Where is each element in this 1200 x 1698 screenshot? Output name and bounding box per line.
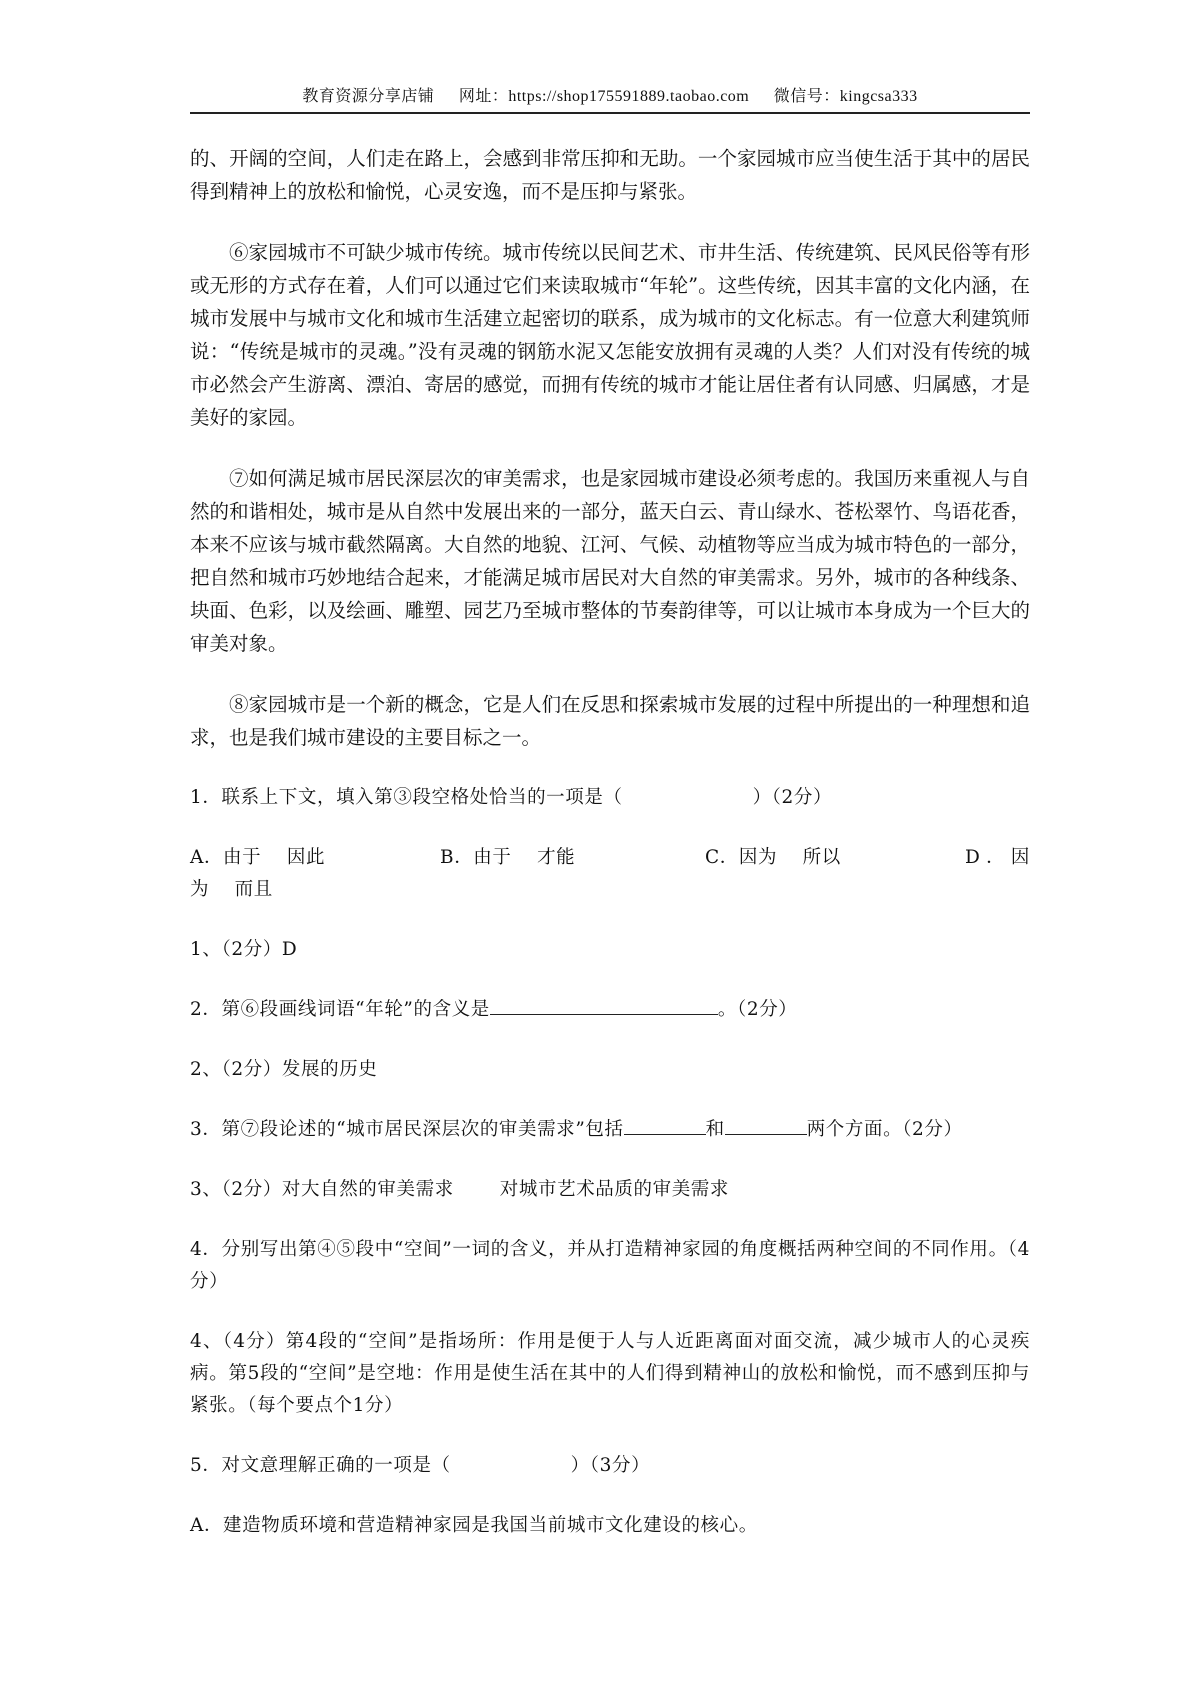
question-5-option-a: A．建造物质环境和营造精神家园是我国当前城市文化建设的核心。 <box>190 1515 758 1536</box>
answer-1: 1、（2分）D <box>190 939 298 960</box>
paragraph-8: ⑧家园城市是一个新的概念，它是人们在反思和探索城市发展的过程中所提出的一种理想和追求，也是我们城市建设的主要目标之一。 <box>190 693 1030 749</box>
header-url: 网址：https://shop175591889.taobao.com <box>458 88 750 105</box>
question-1-text: 1．联系上下文，填入第③段空格处恰当的一项是（ <box>190 787 623 808</box>
answer-4: 4、（4分）第4段的“空间”是指场所：作用是便于人与人近距离面对面交流，减少城市人的心灵疾病。第5段的“空间”是空地：作用是使生活在其中的人们得到精神山的放松和愉悦，而不感到压抑与紧张。（每个要点个1分） <box>190 1331 1030 1416</box>
question-3-text: 3．第⑦段论述的“城市居民深层次的审美需求”包括 <box>190 1119 624 1140</box>
question-1 <box>190 782 1030 814</box>
question-4: 4．分别写出第④⑤段中“空间”一词的含义，并从打造精神家园的角度概括两种空间的不同作用。（4分） <box>190 1239 1030 1292</box>
option-d: D．因为 而且 <box>190 847 1030 900</box>
question-3-score: 两个方面。（2分） <box>806 1119 963 1140</box>
paragraph-continued: 的、开阔的空间，人们走在路上，会感到非常压抑和无助。一个家园城市应当使生活于其中的居民得到精神上的放松和愉悦，心灵安逸，而不是压抑与紧张。 <box>190 147 1030 203</box>
header-shop: 教育资源分享店铺 <box>302 88 435 105</box>
paragraph-7: ⑦如何满足城市居民深层次的审美需求，也是家园城市建设必须考虑的。我国历来重视人与自然的和谐相处，城市是从自然中发展出来的一部分，蓝天白云、青山绿水、苍松翠竹、鸟语花香，本来不应该与城市截然隔离。大自然的地貌、江河、气候、动植物等应当成为城市特色的一部分，把自然和城市巧妙地结合起来，才能满足城市居民对大自然的审美需求。另外，城市的各种线条、块面、色彩，以及绘画、雕塑、园艺乃至城市整体的节奏韵律等，可以让城市本身成为一个巨大的审美对象。 <box>190 467 1030 655</box>
question-3-connector: 和 <box>705 1119 725 1140</box>
question-3 <box>190 1114 1030 1146</box>
option-a: A．由于 因此 <box>190 847 326 868</box>
paragraph-6: ⑥家园城市不可缺少城市传统。城市传统以民间艺术、市井生活、传统建筑、民风民俗等有形或无形的方式存在着，人们可以通过它们来读取城市“年轮”。这些传统，因其丰富的文化内涵，在城市发展中与城市文化和城市生活建立起密切的联系，成为城市的文化标志。有一位意大利建筑师说：“传统是城市的灵魂。”没有灵魂的钢筋水泥又怎能安放拥有灵魂的人类？人们对没有传统的城市必然会产生游离、漂泊、寄居的感觉，而拥有传统的城市才能让居住者有认同感、归属感，才是美好的家园。 <box>190 241 1030 429</box>
question-2-text: 2．第⑥段画线词语“年轮”的含义是 <box>190 999 490 1020</box>
question-2 <box>190 994 1030 1026</box>
answer-2: 2、（2分）发展的历史 <box>190 1059 378 1080</box>
question-1-options <box>190 842 1030 906</box>
answer-3-part-2: 对城市艺术品质的审美需求 <box>499 1179 729 1200</box>
question-5-text: 5．对文意理解正确的一项是（ <box>190 1455 451 1476</box>
question-3-blank-2 <box>725 1116 807 1135</box>
option-b: B．由于 才能 <box>440 847 576 868</box>
option-c: C．因为 所以 <box>705 847 841 868</box>
question-1-score: ）（2分） <box>752 787 833 808</box>
answer-3-part-1: 3、（2分）对大自然的审美需求 <box>190 1179 454 1200</box>
question-2-score: 。（2分） <box>717 999 798 1020</box>
answer-3 <box>190 1174 1030 1206</box>
header-wechat: 微信号：kingcsa333 <box>773 88 918 105</box>
question-5 <box>190 1450 1030 1482</box>
question-3-blank-1 <box>624 1116 706 1135</box>
question-2-blank <box>490 996 718 1015</box>
page-header <box>190 86 1030 114</box>
document-body <box>190 142 1030 1570</box>
question-5-score: ）（3分） <box>570 1455 651 1476</box>
